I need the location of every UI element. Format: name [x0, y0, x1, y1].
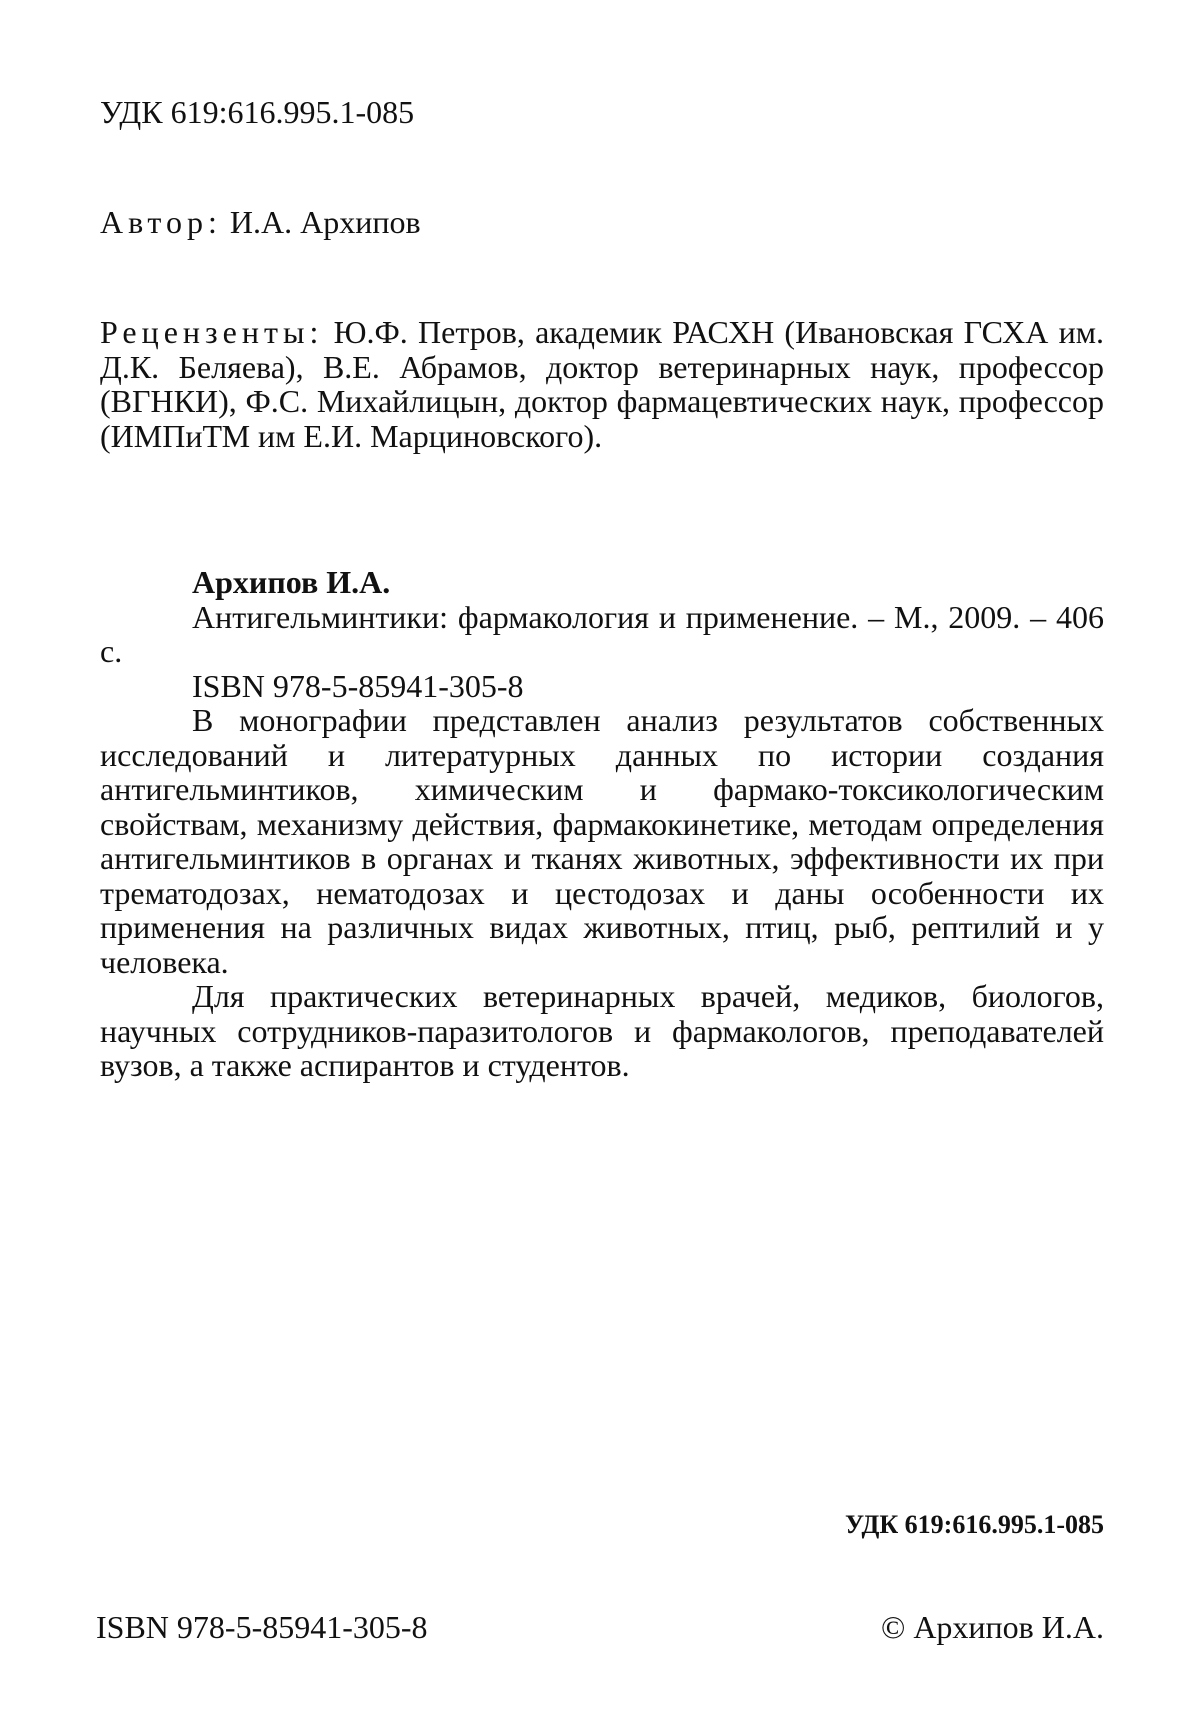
book-citation: Антигельминтики: фармакология и применение. – М., 2009. – 406 с. [100, 598, 1104, 669]
reviewers-text: Ю.Ф. Петров, академик РАСХН (Ивановская ГСХА им. Д.К. Беляева), В.Е. Абрамов, доктор ветеринарных наук, профессор (ВГНКИ), Ф.С. Михайлицын, доктор фармацевтических наук, профессор (ИМПиТМ им Е.И. Марциновского). [100, 314, 1104, 454]
book-audience: Для практических ветеринарных врачей, медиков, биологов, научных сотрудников-паразитологов и фармакологов, преподавателей вузов, а также аспирантов и студентов. [100, 978, 1104, 1083]
book-isbn: ISBN 978-5-85941-305-8 [192, 667, 524, 704]
udk-code-bottom: УДК 619:616.995.1-085 [844, 1510, 1104, 1539]
reviewers-label: Рецензенты: [100, 314, 324, 350]
author-label: Автор: [100, 204, 222, 240]
copyright-notice: © Архипов И.А. [881, 1609, 1104, 1645]
book-author-heading: Архипов И.А. [192, 564, 391, 600]
isbn-bottom: ISBN 978-5-85941-305-8 [96, 1609, 428, 1645]
reviewers-paragraph [100, 315, 1104, 453]
author-name: И.А. Архипов [229, 204, 421, 240]
author-line [100, 204, 421, 240]
udk-code-top: УДК 619:616.995.1-085 [100, 94, 415, 130]
book-abstract: В монографии представлен анализ результатов собственных исследований и литературных данных по истории создания антигельминтиков, химическим и фармако-токсикологическим свойствам, механизму действия, фармакокинетике, методам определения антигельминтиков в органах и тканях животных, эффективности их при трематодозах, нематодозах и цестодозах и даны особенности их применения на различных видах животных, птиц, рыб, рептилий и у человека. [100, 702, 1104, 980]
bibliographic-block [100, 565, 1104, 1083]
